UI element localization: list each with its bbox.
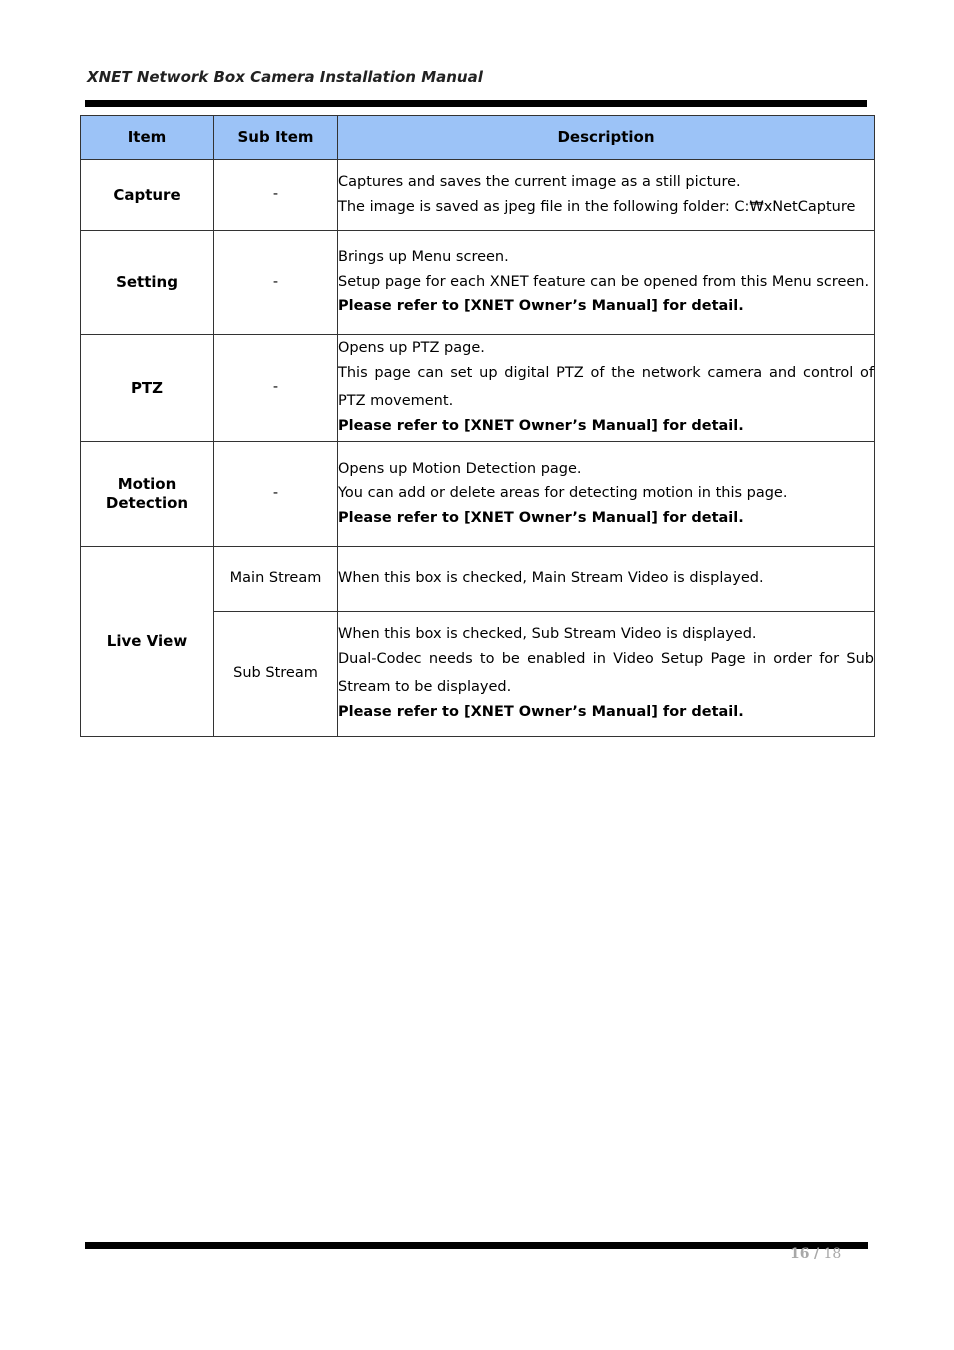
page-total: 18 [823,1246,842,1262]
manual-reference: Please refer to [XNET Owner’s Manual] for detail. [338,509,744,526]
table-row [81,335,875,442]
description-cell [338,547,875,612]
table-row [81,231,875,335]
item-cell: Capture [81,160,214,231]
header-rule [85,100,867,107]
sub-item-cell: - [214,442,338,547]
column-header-item: Item [81,116,214,160]
description-line: The image is saved as jpeg file in the following folder: C:₩xNetCapture [338,198,856,215]
manual-reference: Please refer to [XNET Owner’s Manual] for detail. [338,298,744,315]
item-cell: Setting [81,231,214,335]
table-row [81,442,875,547]
page-current: 16 [790,1246,810,1262]
manual-reference: Please refer to [XNET Owner’s Manual] for detail. [338,418,744,434]
page-separator: / [813,1246,820,1262]
table-row [81,160,875,231]
table-header-row [81,116,875,160]
description-line: You can add or delete areas for detecting motion in this page. [338,485,788,502]
item-cell: PTZ [81,335,214,442]
description-line: When this box is checked, Sub Stream Video is displayed. [338,626,757,643]
column-header-sub-item: Sub Item [214,116,338,160]
description-cell [338,442,875,547]
table-row [81,547,875,612]
description-line: Dual-Codec needs to be enabled in Video Setup Page in order for Sub Stream to be displayed. [338,651,874,695]
description-cell [338,612,875,737]
sub-item-cell: - [214,231,338,335]
page-number [790,1246,841,1262]
item-cell: Motion Detection [81,442,214,547]
sub-item-cell: - [214,160,338,231]
description-line: When this box is checked, Main Stream Video is displayed. [338,570,764,587]
manual-reference: Please refer to [XNET Owner’s Manual] for detail. [338,704,744,720]
description-line: Opens up Motion Detection page. [338,460,582,477]
description-cell [338,231,875,335]
item-cell: Live View [81,547,214,737]
description-line: This page can set up digital PTZ of the network camera and control of PTZ movement. [338,365,874,409]
sub-item-cell: Main Stream [214,547,338,612]
description-line: Brings up Menu screen. [338,249,509,266]
description-line: Captures and saves the current image as a still picture. [338,173,741,190]
sub-item-cell: Sub Stream [214,612,338,737]
footer-rule [85,1242,868,1249]
column-header-description: Description [338,116,875,160]
description-line: Setup page for each XNET feature can be opened from this Menu screen. [338,273,870,290]
feature-table [80,115,875,737]
sub-item-cell: - [214,335,338,442]
description-cell [338,160,875,231]
description-line: Opens up PTZ page. [338,340,485,357]
description-cell [338,335,875,442]
document-header-title: XNET Network Box Camera Installation Manual [87,68,483,86]
